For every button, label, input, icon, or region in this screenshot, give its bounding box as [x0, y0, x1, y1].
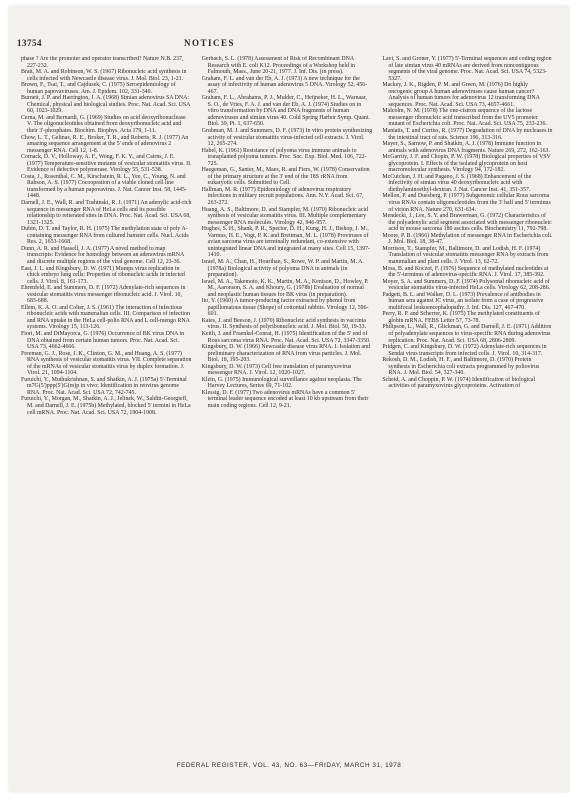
reference-entry: Rekosh, D. M., Lodish, H. F., and Baltimore, D. (1970) Protein synthesis in Escherichia coli extracts programmed by poliovirus RNA. J. Mol. Biol. 54, 327-340.	[382, 357, 540, 377]
section-title: NOTICES	[183, 38, 235, 48]
reference-entry: Dubin, D. T. and Taylor, R. H. (1975) The methylation state of poly A-containing messenger RNA from cultured hamster cells. Nucl. Acids Res. 2, 1653-1668.	[21, 226, 189, 246]
reference-entry: Mackey, J. K., Rigden, P. M. and Green, M. (1976) Do highly oncogenic group A human adenoviruses cause human cancer? Analysis of human tumors for adenovirus 12 transforming DNA sequences. Proc. Nat. Acad. Sci. USA 73, 4657-4661.	[382, 82, 540, 108]
reference-column-2	[202, 56, 373, 746]
reference-entry: McCutchan, J. H. and Pagano, J. S. (1968) Enhancement of the infectivity of simian virus 40 deoxyribonucleic acid with diethylaminoethyl-dextran. J. Nat. Cancer Inst. 41, 351-357.	[382, 173, 532, 193]
page-footer: FEDERAL REGISTER, VOL. 43, NO. 63—FRIDAY, MARCH 31, 1978	[176, 762, 402, 769]
reference-entry: Graham, F. L., Abrahams, P. J., Mulder, C., Heijneker, H. L., Warnaar, S. O., de Vries, F. A. J. and van der Eb, A. J. (1974) Studies on in vitro transformation by DNA and DNA fragments of human adenoviruses and simian virus 40. Cold Spring Harbor Symp. Quant. Biol. 39, Pt. 1, 637-650.	[201, 95, 370, 128]
reference-entry: phase ? Are the promoter and operator transcribed? Nature N.B. 237, 227-232.	[21, 56, 184, 69]
reference-entry: Keith, J. and Fraenkel-Conrat, H. (1975) Identification of the 5' end of Rous sarcoma virus RNA. Proc. Nat. Acad. Sci. USA 72, 3347-3350.	[201, 330, 371, 344]
reference-entry: Padgett, B. L. and Walker, D. L. (1973) Prevalence of antibodies in human sera against JC virus, an isolate from a case of progressive multifocal leukoencephalopathy. J. Inf. Dis. 127, 467-470.	[382, 291, 544, 311]
reference-entry: Moore, P. B. (1966) Methylation of messenger RNA in Escherichia coli. J. Mol. Biol. 18, 38-47.	[382, 232, 553, 246]
reference-entry: Gerbach, S. L. (1978) Assessment of Risk of Recombinant DNA Research with E. coli K12. Proceedings of a Workshop held in Falmouth, Mass., June 20-21, 1977. J. Inf. Dis. (in press).	[201, 56, 355, 76]
reference-entry: Pridgen, C. and Kingsbury, D. W. (1972) Adenylate-rich sequences in Sendai virus transcripts from infected cells. J. Virol. 10, 314-317.	[382, 344, 547, 357]
reference-entry: Brown, F., Tsai, T., and Cajdusek, C. (1975) Seroepidemiology of human papovaviruses. Am. J. Epidem. 102, 331-340.	[21, 82, 176, 95]
reference-entry: Graham, F. L. and van der Eb, A. J. (1973) A new technique for the assay of infectivity of human adenovirus 5 DNA. Virology 52, 456-467.	[201, 75, 368, 95]
reference-entry: Huang, A. S., Baltimore, D. and Stampfer, M. (1970) Ribonucleic acid synthesis of vesicular stomatitis virus. III. Multiple complementary messenger RNA molecules. Virology 42, 946-957.	[201, 206, 368, 226]
reference-entry: Cornack, D. V., Holloway, A. F., Wong, F. K. Y., and Cairns, J. E. (1977) Temperature-sensitive mutants of vesicular stomatitis virus. II. Evidence of defective polymerase. Virology 55, 531-538.	[21, 154, 192, 174]
reference-entry: Burnett, J. P. and Harrington, J. A. (1968) Simian adenovirus SA DNA: Chemical, physical and biological studies. Proc. Nat. Acad. Sci. USA 60, 1023-1029.	[21, 95, 191, 115]
reference-entry: Haegeman, G., Santer, M., Maes, R. and Fiers, W. (1978) Conservation of the primary structure at the 3' end of the 18S rRNA from eukaryotic cells. Submitted to Cell.	[201, 167, 370, 187]
reference-entry: Mellon, P. and Duesberg, P. (1977) Subgenomic cellular Rous sarcoma virus RNAs contain oligonucleotides from the 3' half and 5' terminus of virion RNA. Nature 270, 631-634.	[382, 193, 551, 213]
reference-entry: Moss, B. and Koczot, F. (1976) Sequence of methylated nucleotides at the 5'-terminus of adenovirus-specific RNA. J. Virol. 17, 385-392.	[382, 265, 549, 279]
reference-entry: Ellem, K. A. O. and Colter, J. S. (1961) The interaction of infectious ribonucleic acids with mammalian cells. III. Comparison of infection and RNA uptake in the HeLa cell-polio RNA and L cell-mengo RNA systems. Virology 15, 113-126.	[21, 304, 190, 331]
reference-entry: Morrison, T., Stampfer, M., Baltimore, D. and Lodish, H. F. (1974) Translation of vesicular stomatitis messenger RNA by extracts from mammalian and plant cells. J. Virol. 13, 62-72.	[382, 245, 549, 265]
reference-entry: Freeman, G. J., Rose, J. K., Clinton, G. M., and Huang, A. S. (1977) RNA synthesis of vesicular stomatitis virus. VII. Complete separation of the mRNAs of vesicular stomatitis virus by duplex formation. J. Virol. 21, 1094-1104.	[21, 350, 192, 377]
reference-columns	[21, 56, 553, 746]
reference-entry: Kingsbury, D. W. (1966) Newcastle disease virus RNA. I. Isolation and preliminary characterization of RNA from virus particles. J. Mol. Biol. 18, 195-203.	[201, 344, 370, 364]
reference-entry: Mayer, S., Sarnow, P. and Shatkin, A. J. (1978) Immune function in animals with adenovirus DNA fragments. Nature 269, 272, 162-163.	[382, 141, 550, 154]
reference-entry: Israel, M. A., Chan, H., Hourihan, S., Rowe, W. P. and Martin, M. A. (1978a) Biological activity of polyoma DNA in animals (in preparation).	[201, 258, 364, 279]
reference-entry: Cerna, M. and Bernardi, G. (1969) Studies on acid deoxyribonuclease V. The oligonucleotides obtained from deoxyribonucleic acid and their 3'-phosphates. Biochim. Biophys. Acta 179, 1-11.	[21, 114, 186, 135]
document-page	[9, 6, 569, 792]
reference-entry: Maniatis, T. and Curtiss, R. (1977) Degradation of DNA by nucleases in the intestinal tract of rats. Science 196, 313-316.	[382, 128, 553, 141]
reference-entry: Habel, K. (1961) Resistance of polyoma virus immune animals to transplanted polyoma tumors. Proc. Soc. Exp. Biol. Med. 106, 722-725.	[201, 147, 367, 167]
reference-column-3	[382, 56, 553, 746]
page-number: 13754	[17, 38, 42, 48]
reference-entry: Klessig, D. F. (1977) Two adenovirus mRNAs have a common 5' terminal leader sequence encoded at least 10 kb upstream from their main coding regions. Cell 12, 9-21.	[201, 389, 369, 409]
reference-entry: Ito, Y. (1960) A tumor-producing factor extracted by phenol from papillomatous tissue (Shope) of cottontail rabbits. Virology 12, 596-601.	[201, 298, 369, 318]
reference-entry: Mendecki, J., Lee, S. Y. and Brawerman, G. (1972) Characteristics of the polyadenylic acid segment associated with messenger ribonucleic acid in mouse sarcoma 180 ascites cells. Biochemistry 11, 792-798.	[382, 213, 552, 233]
reference-entry: Israel, M. A., Takemoto, K. K., Martin, M. A., Kenison, D., Howley, P. M., Aaronson, S. A. and Khoury, G. (1978b) Evaluation of normal and neoplastic human tissues for BK virus (in preparation).	[201, 278, 369, 298]
reference-entry: Hughes, S. H., Shank, P. R., Spector, D. H., Kung, H. J., Bishop, J. M., Varmus, H. E., Vogt, P. K. and Breitman, M. L. (1978) Proviruses of avian sarcoma virus are terminally redundant, co-extensive with unintegrated linear DNA and integrated at many sites. Cell 15, 1397-1410.	[201, 226, 370, 259]
reference-entry: Perry, R. P. and Scherrer, K. (1975) The methylated constituents of globin mRNA. FEBS Letter 57, 73-78.	[382, 311, 540, 324]
reference-entry: Klein, G. (1975) Immunological surveillance against neoplasia. The Harvey Lectures, Series 69, 71-102.	[201, 376, 362, 390]
reference-entry: Furuichi, Y., Morgan, M., Shatkin, A. J., Jelinek, W., Salditt-Georgieff, M. and Darnell, J. E. (1975b) Methylated, blocked 5' termini in HeLa cell mRNA. Proc. Nat. Acad. Sci. USA 72, 1904-1908.	[21, 396, 191, 416]
reference-entry: Lavi, S. and Groner, Y. (1977) 5'-Terminal sequences and coding region of late simian virus 40 mRNAs are derived from noncontiguous segments of the viral genome. Proc. Nat. Acad. Sci. USA 74, 5323-5327.	[382, 56, 552, 82]
page-header	[17, 38, 557, 50]
reference-entry: Kingsbury, D. W. (1973) Cell free translation of paramyxovirus messenger RNA. J. Virol. 12, 1020-1027.	[201, 363, 352, 377]
reference-entry: Philipson, L., Wall, R., Glickman, G. and Darnell, J. E. (1971) Addition of polyadenylate sequences to virus-specific RNA during adenovirus replication. Proc. Nat. Acad. Sci. USA 68, 2806-2809.	[382, 324, 552, 344]
reference-entry: Furuichi, Y., Muthukrishnan, S. and Shatkin, A. J. (1975a) 5'-Terminal m7G(5')ppp(5')G(m)p in vivo: Identification in reovirus genome RNA. Proc. Nat. Acad. Sci. USA 72, 742-745.	[21, 376, 187, 396]
reference-entry: McGarrity, J. F. and Chopin, P. W. (1978) Biological properties of VSV glycoprotein. I. Effects of the isolated glycoprotein on host macromolecular synthesis. Virology 94, 172-182.	[382, 154, 551, 174]
reference-column-1	[21, 56, 192, 746]
reference-entry: Costa, J., Rosenthal, C. M., Kirschstein, R. L., Yee, C., Young, N. and Rabson, A. S. (1977) Cocoopration of a viable cloned cell line transformed by a human papovavirus. J. Nat. Cancer Inst. 58, 1445-1448.	[21, 173, 187, 200]
reference-entry: Ehrenfeld, E. and Summers, D. F. (1972) Adenylate-rich sequences in vesicular stomatitis virus messenger ribonucleic acid. J. Virol. 10, 683-688.	[21, 285, 186, 305]
reference-entry: Kates, J. and Beeson, J. (1970) Ribonucleic acid synthesis in vaccinia virus. II. Synthesis of polyribonucleic acid. J. Mol. Biol. 50, 19-33.	[201, 317, 367, 331]
reference-entry: Chow, L. T., Gelinas, R. E., Broker, T. R., and Roberts, R. J. (1977) An amazing sequence arrangement at the 5' ends of adenovirus 2 messenger RNA. Cell 12, 1-8.	[21, 134, 189, 154]
reference-entry: Dunn, A. R. and Hassell, J. A. (1977) A novel method to map transcripts: Evidence for homology between an adenovirus mRNA and discrete multiple regions of the viral genome. Cell 12, 23-36.	[21, 245, 184, 265]
reference-entry: Moyer, S. A. and Summers, D. F. (1974) Polysomal ribonucleic acid of vesicular stomatitis virus-infected HeLa cells. Virology 62, 208-286.	[382, 278, 551, 292]
reference-entry: Bratt, M. A. and Robinson, W. S. (1967) Ribonucleic acid synthesis in cells infected with Newcastle disease virus. J. Mol. Biol. 23, 1-21.	[21, 69, 187, 82]
reference-entry: Scheid, A. and Choppin, P. W. (1974) Identification of biological activities of paramyxovirus glycoproteins. Activation of	[382, 376, 536, 390]
reference-entry: Malcolm, N. M. (1978) The one-cistron sequence of the lactose messenger ribonucleic acid transcribed from the UV5 promoter mutant of Escherichia coli. Proc. Nat. Acad. Sci. USA 75, 233-236.	[382, 108, 547, 128]
reference-entry: Darnell, J. E., Wall, R. and Tushinski, R. J. (1971) An adenylic acid-rich sequence in messenger RNA of HeLa cells and its possible relationship to reiterated sites in DNA. Proc. Nat. Acad. Sci. USA 68, 1321-1325.	[21, 200, 192, 226]
reference-entry: Fiori, M. and DiMayorca, G. (1976) Occurrence of BK virus DNA in DNA obtained from certain human tumors. Proc. Nat. Acad. Sci. USA 73, 4662-4666.	[21, 330, 185, 351]
reference-entry: East, J. L. and Kingsbury, D. W. (1971) Mumps virus replication in chick embryo lung cells: Properties of ribonucleic acids in infected cells. J. Virol. 8, 161-173.	[21, 265, 185, 285]
reference-entry: Hallman, M. R. (1977) Epidemiology of adenovirus respiratory infections in military recruit populations. Ann. N.Y. Acad. Sci. 67, 263-272.	[201, 186, 364, 207]
reference-entry: Grubman, M. J. and Summers, D. F. (1973) In vitro protein synthesizing activity of vesicular stomatitis virus-infected cell extracts. J. Virol. 12, 265-274.	[201, 128, 373, 148]
